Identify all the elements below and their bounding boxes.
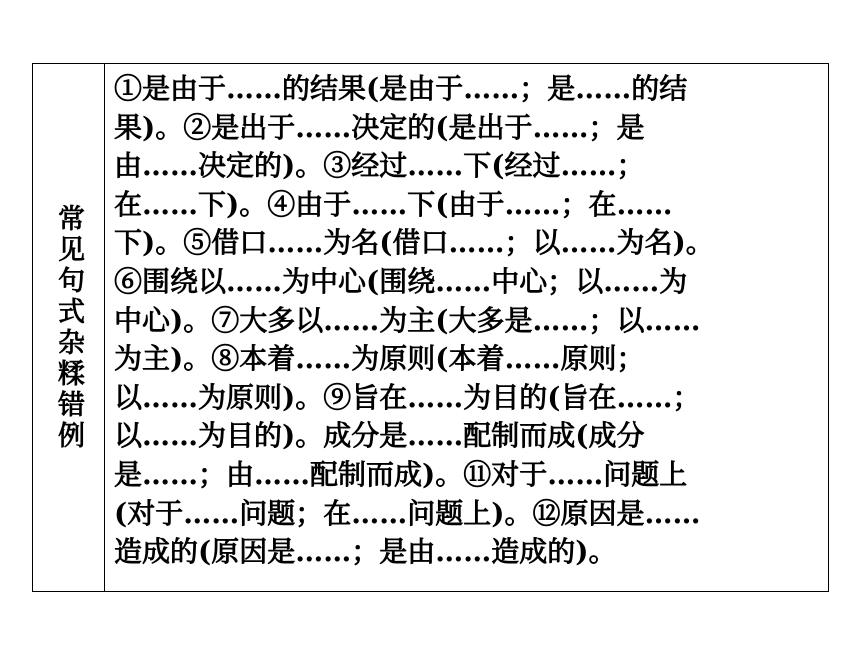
row-label-cell bbox=[33, 64, 105, 591]
example-line: 在……下)。④由于……下(由于……；在…… bbox=[114, 187, 673, 221]
example-line: ①是由于……的结果(是由于……；是……的结 bbox=[114, 72, 688, 105]
example-line: ⑥围绕以……为中心(围绕……中心；以……为 bbox=[114, 264, 688, 298]
example-line: (对于……问题；在……问题上)。⑫原因是…… bbox=[114, 496, 701, 530]
example-line: 以……为目的)。成分是……配制而成(成分 bbox=[114, 419, 645, 453]
example-line: 由……决定的)。③经过……下(经过……； bbox=[114, 149, 645, 183]
examples-cell bbox=[105, 64, 828, 591]
content-table bbox=[32, 63, 829, 592]
example-line: 中心)。⑦大多以……为主(大多是……；以…… bbox=[114, 303, 701, 337]
example-line: 是……；由……配制而成)。⑪对于……问题上 bbox=[114, 457, 688, 491]
example-line: 下)。⑤借口……为名(借口……；以……为名)。 bbox=[114, 226, 714, 260]
example-line: 以……为原则)。⑨旨在……为目的(旨在……； bbox=[114, 380, 701, 414]
example-line: 造成的(原因是……；是由……造成的)。 bbox=[114, 535, 617, 569]
row-label: 常见句式杂糅错例 bbox=[53, 203, 84, 452]
example-line: 果)。②是出于……决定的(是出于……；是 bbox=[114, 110, 645, 144]
example-line: 为主)。⑧本着……为原则(本着……原则； bbox=[114, 342, 645, 376]
